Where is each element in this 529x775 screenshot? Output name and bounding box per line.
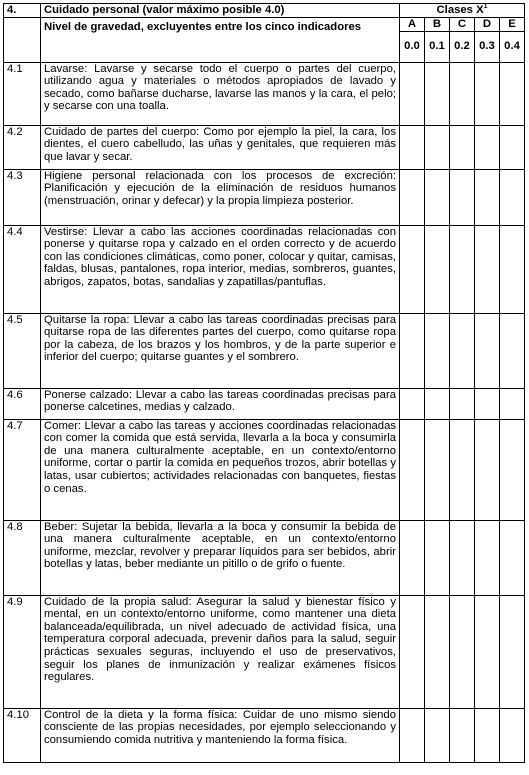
item-number: 4.4 [4, 225, 41, 313]
class-cell-d[interactable] [475, 62, 500, 125]
class-value-b: 0.1 [425, 31, 450, 62]
class-cell-e[interactable] [500, 419, 525, 520]
class-cell-e[interactable] [500, 125, 525, 169]
class-cell-c[interactable] [450, 520, 475, 595]
item-number: 4.6 [4, 388, 41, 419]
table-row [4, 225, 525, 313]
class-cell-a[interactable] [400, 225, 425, 313]
class-letter-b: B [425, 18, 450, 32]
class-cell-b[interactable] [425, 125, 450, 169]
item-number: 4.10 [4, 708, 41, 762]
severity-subtitle: Nivel de gravedad, excluyentes entre los cinco indicadores [41, 18, 400, 63]
class-cell-a[interactable] [400, 520, 425, 595]
class-cell-a[interactable] [400, 125, 425, 169]
item-number: 4.8 [4, 520, 41, 595]
class-cell-c[interactable] [450, 62, 475, 125]
class-value-c: 0.2 [450, 31, 475, 62]
class-cell-b[interactable] [425, 595, 450, 708]
item-description: Vestirse: Llevar a cabo las acciones coordinadas relacionadas con ponerse y quitarse ropa y calzado en el orden correcto y de acuerdo con las condiciones climáticas, como poner, colocar y quitar, camisas, faldas, blusas, pantalones, ropa interior, medias, sombreros, guantes, abrigos, zapatos, botas, sandalias y zapatillas/pantuflas. [41, 225, 400, 313]
classes-header [400, 4, 525, 18]
section-title: Cuidado personal (valor máximo posible 4.0) [41, 4, 400, 18]
class-cell-c[interactable] [450, 225, 475, 313]
class-cell-c[interactable] [450, 169, 475, 225]
class-letter-c: C [450, 18, 475, 32]
class-value-d: 0.3 [475, 31, 500, 62]
class-cell-d[interactable] [475, 419, 500, 520]
class-cell-a[interactable] [400, 708, 425, 762]
class-letter-e: E [500, 18, 525, 32]
class-cell-c[interactable] [450, 125, 475, 169]
class-cell-b[interactable] [425, 169, 450, 225]
class-cell-d[interactable] [475, 169, 500, 225]
class-letter-a: A [400, 18, 425, 32]
class-cell-a[interactable] [400, 388, 425, 419]
class-cell-c[interactable] [450, 595, 475, 708]
class-cell-b[interactable] [425, 388, 450, 419]
class-cell-b[interactable] [425, 225, 450, 313]
item-description: Ponerse calzado: Llevar a cabo las tareas coordinadas precisas para ponerse calcetines, medias y calzado. [41, 388, 400, 419]
item-description: Cuidado de la propia salud: Asegurar la salud y bienestar físico y mental, en un contexto/entorno uniforme, como mantener una dieta balanceada/equilibrada, un nivel adecuado de actividad física, una temperatura corporal adecuada, prevenir daños para la salud, seguir prácticas sexuales seguras, incluyendo el uso de preservativos, seguir los planes de inmunización y realizar exámenes físicos regulares. [41, 595, 400, 708]
item-description: Beber: Sujetar la bebida, llevarla a la boca y consumir la bebida de una manera culturalmente aceptable, en un contexto/entorno uniforme, mezclar, revolver y preparar líquidos para ser bebidos, abrir botellas y latas, beber mediante un pitillo o de grifo o fuente. [41, 520, 400, 595]
class-cell-e[interactable] [500, 169, 525, 225]
personal-care-table [3, 3, 525, 763]
class-cell-b[interactable] [425, 419, 450, 520]
table-row [4, 388, 525, 419]
item-number: 4.3 [4, 169, 41, 225]
class-cell-d[interactable] [475, 225, 500, 313]
item-description: Cuidado de partes del cuerpo: Como por ejemplo la piel, la cara, los dientes, el cuero cabelludo, las uñas y genitales, que requieren más que lavar y secar. [41, 125, 400, 169]
class-cell-a[interactable] [400, 419, 425, 520]
class-value-a: 0.0 [400, 31, 425, 62]
class-cell-e[interactable] [500, 313, 525, 388]
item-description: Higiene personal relacionada con los procesos de excreción: Planificación y ejecución de la eliminación de residuos humanos (menstruación, orinar y defecar) y la propia limpieza posterior. [41, 169, 400, 225]
table-row [4, 595, 525, 708]
class-cell-b[interactable] [425, 708, 450, 762]
table-row [4, 419, 525, 520]
class-cell-b[interactable] [425, 313, 450, 388]
table-row [4, 62, 525, 125]
class-cell-c[interactable] [450, 708, 475, 762]
item-number: 4.2 [4, 125, 41, 169]
class-cell-a[interactable] [400, 169, 425, 225]
class-cell-e[interactable] [500, 388, 525, 419]
table-row [4, 520, 525, 595]
class-cell-d[interactable] [475, 595, 500, 708]
item-number: 4.1 [4, 62, 41, 125]
class-cell-c[interactable] [450, 388, 475, 419]
section-number: 4. [4, 4, 41, 18]
class-cell-c[interactable] [450, 313, 475, 388]
class-cell-e[interactable] [500, 520, 525, 595]
item-description: Control de la dieta y la forma física: Cuidar de uno mismo siendo consciente de las propias necesidades, por ejemplo seleccionando y consumiendo comida nutritiva y manteniendo la forma física. [41, 708, 400, 762]
class-cell-b[interactable] [425, 62, 450, 125]
header-number-blank [4, 18, 41, 63]
class-letter-d: D [475, 18, 500, 32]
item-number: 4.9 [4, 595, 41, 708]
class-cell-a[interactable] [400, 313, 425, 388]
class-cell-e[interactable] [500, 595, 525, 708]
item-description: Comer: Llevar a cabo las tareas y acciones coordinadas relacionadas con comer la comida que está servida, llevarla a la boca y consumirla de una manera culturalmente aceptable, en un contexto/entorno uniforme, cortar o partir la comida en pequeños trozos, abrir botellas y latas, usar cubiertos; actividades relacionadas con banquetes, fiestas o cenas. [41, 419, 400, 520]
class-cell-d[interactable] [475, 388, 500, 419]
item-number: 4.7 [4, 419, 41, 520]
class-cell-e[interactable] [500, 708, 525, 762]
class-cell-e[interactable] [500, 225, 525, 313]
class-cell-e[interactable] [500, 62, 525, 125]
class-cell-b[interactable] [425, 520, 450, 595]
table-row [4, 169, 525, 225]
class-cell-c[interactable] [450, 419, 475, 520]
class-cell-d[interactable] [475, 313, 500, 388]
item-description: Lavarse: Lavarse y secarse todo el cuerpo o partes del cuerpo, utilizando agua y materiales o métodos apropiados de lavado y secado, como bañarse ducharse, lavarse las manos y la cara, el pelo; y secarse con una toalla. [41, 62, 400, 125]
class-cell-a[interactable] [400, 62, 425, 125]
table-row [4, 313, 525, 388]
classes-footnote-mark: 1 [483, 3, 488, 11]
table-row [4, 125, 525, 169]
class-value-e: 0.4 [500, 31, 525, 62]
classes-label: Clases X [436, 4, 484, 16]
class-cell-d[interactable] [475, 125, 500, 169]
class-cell-d[interactable] [475, 708, 500, 762]
item-number: 4.5 [4, 313, 41, 388]
table-row [4, 708, 525, 762]
item-description: Quitarse la ropa: Llevar a cabo las tareas coordinadas precisas para quitarse ropa de las diferentes partes del cuerpo, como quitarse ropa por la cabeza, de los brazos y los hombros, y de la parte superior e inferior del cuerpo; quitarse guantes y el sombrero. [41, 313, 400, 388]
class-cell-a[interactable] [400, 595, 425, 708]
class-cell-d[interactable] [475, 520, 500, 595]
